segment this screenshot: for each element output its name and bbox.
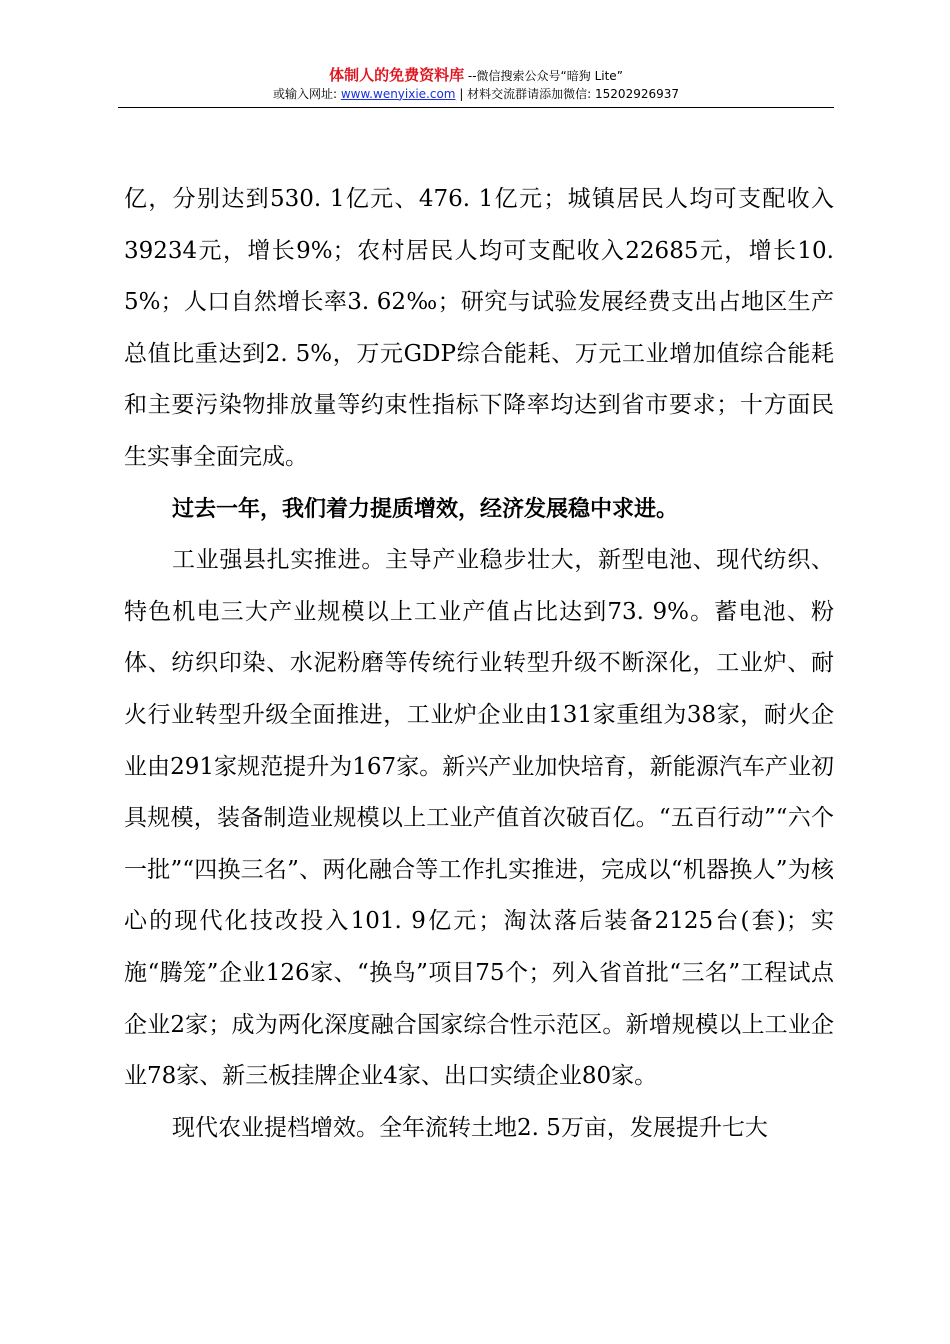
header-line-2 — [118, 87, 834, 102]
paragraph-3: 工业强县扎实推进。主导产业稳步壮大，新型电池、现代纺织、特色机电三大产业规模以上工业产值占比达到73. 9%。蓄电池、粉体、纺织印染、水泥粉磨等传统行业转型升级不断深化，工业炉、耐火行业转型升级全面推进，工业炉企业由131家重组为38家，耐火企业由291家规范提升为167家。新兴产业加快培育，新能源汽车产业初具规模，装备制造业规模以上工业产值首次破百亿。“五百行动”“六个一批”“四换三名”、两化融合等工作扎实推进，完成以“机器换人”为核心的现代化技改投入101. 9亿元；淘汰落后装备2125台(套)；实施“腾笼”企业126家、“换鸟”项目75个；列入省首批“三名”工程试点企业2家；成为两化深度融合国家综合性示范区。新增规模以上工业企业78家、新三板挂牌企业4家、出口实绩企业80家。 — [124, 547, 834, 1090]
paragraph-heading: 过去一年，我们着力提质增效，经济发展稳中求进。 — [172, 496, 679, 522]
paragraph-1: 亿，分别达到530. 1亿元、476. 1亿元；城镇居民人均可支配收入39234元，增长9%；农村居民人均可支配收入22685元，增长10. 5%；人口自然增长率3. 62‰；研究与试验发展经费支出占地区生产总值比重达到2. 5%，万元GDP综合能耗、万元工业增加值综合能耗和主要污染物排放量等约束性指标下降率均达到省市要求；十方面民生实事全面完成。 — [124, 186, 834, 470]
url-prefix: 或输入网址: — [272, 86, 341, 101]
paragraph-4: 现代农业提档增效。全年流转土地2. 5万亩，发展提升七大 — [172, 1114, 768, 1141]
header-tagline: --微信搜索公众号“暗狗 Lite” — [464, 69, 623, 83]
contact-info: | 材料交流群请添加微信: 15202926937 — [455, 86, 680, 101]
page-header — [118, 66, 834, 102]
document-body — [124, 174, 834, 1154]
header-line-1 — [118, 66, 834, 86]
brand-title: 体制人的免费资料库 — [329, 66, 465, 84]
header-divider — [118, 107, 834, 108]
website-link[interactable]: www.wenyixie.com — [340, 86, 456, 101]
